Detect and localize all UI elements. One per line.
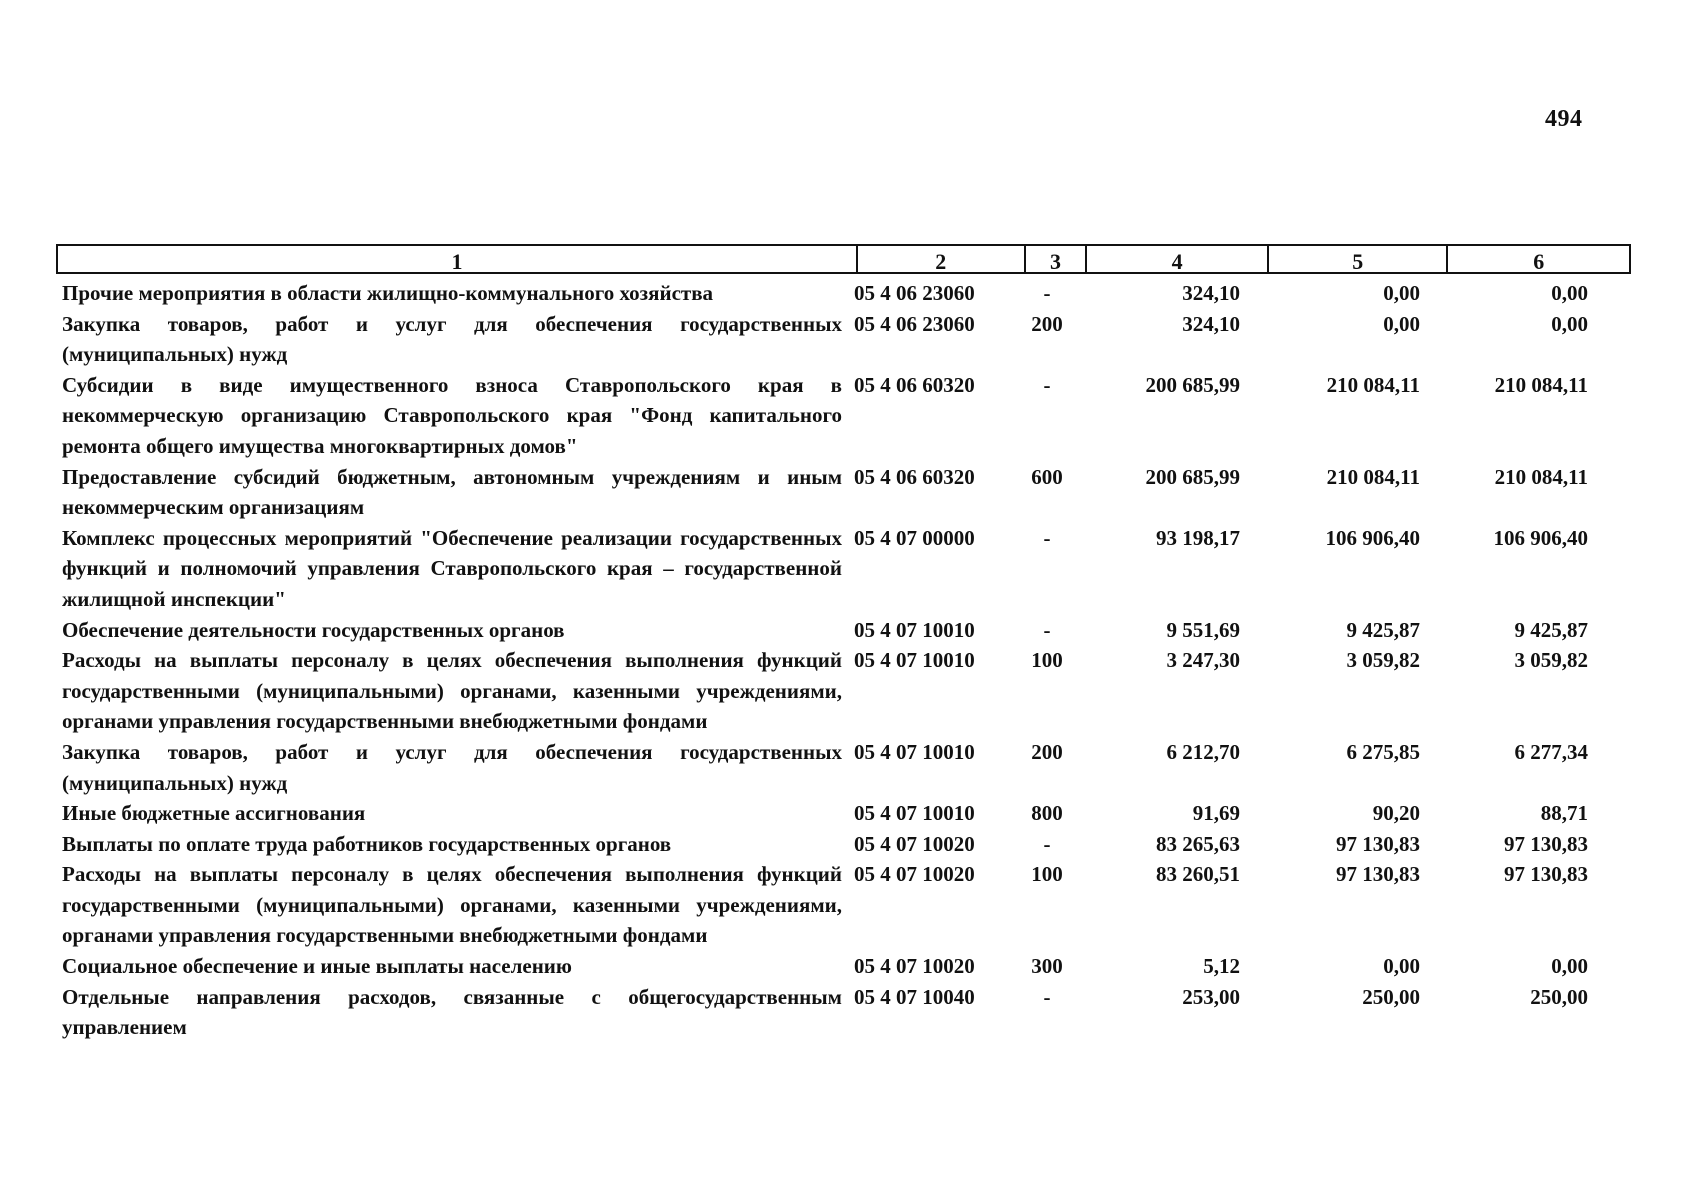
row-value-5: 106 906,40: [1325, 525, 1420, 550]
row-description: Отдельные направления расходов, связанные с общегосударственным управлением: [62, 984, 842, 1040]
row-type: -: [1043, 281, 1051, 305]
row-code: 05 4 06 23060: [854, 281, 975, 305]
row-description: Расходы на выплаты персоналу в целях обеспечения выполнения функций государственными (муниципальными) органами, казенными учреждениями, органами управления государственными внебюджетными фондами: [62, 648, 842, 734]
row-code: 05 4 07 10010: [854, 617, 975, 642]
row-value-6: 210 084,11: [1494, 372, 1588, 397]
row-value-6: 3 059,82: [1514, 648, 1588, 673]
table-row: [62, 278, 1622, 309]
row-value-6: 0,00: [1551, 954, 1588, 979]
row-type: 200: [1031, 311, 1063, 336]
row-value-4: 6 212,70: [1166, 739, 1240, 764]
row-code: 05 4 06 23060: [854, 311, 975, 336]
row-value-6: 97 130,83: [1504, 831, 1588, 856]
row-value-4: 253,00: [1182, 984, 1240, 1009]
table-row: [62, 462, 1622, 523]
header-col-5: 5: [1269, 246, 1449, 272]
row-code: 05 4 07 10020: [854, 831, 975, 856]
row-type: 200: [1031, 739, 1063, 764]
row-value-6: 88,71: [1540, 801, 1588, 826]
row-value-4: 200 685,99: [1145, 464, 1240, 489]
row-value-6: 210 084,11: [1494, 464, 1588, 489]
row-value-5: 0,00: [1383, 311, 1420, 336]
header-col-1: 1: [58, 246, 858, 272]
row-value-6: 250,00: [1530, 984, 1588, 1009]
row-type: -: [1043, 372, 1051, 397]
row-description: Социальное обеспечение и иные выплаты населению: [62, 954, 572, 979]
row-value-4: 324,10: [1182, 311, 1240, 336]
table-row: [62, 982, 1622, 1043]
table-row: [62, 798, 1622, 829]
row-value-6: 0,00: [1551, 311, 1588, 336]
row-description: Субсидии в виде имущественного взноса Ставропольского края в некоммерческую организацию Ставропольского края "Фонд капитального ремонта общего имущества многоквартирных домов": [62, 372, 842, 458]
page-number: 494: [1545, 106, 1583, 132]
row-type: 600: [1031, 464, 1063, 489]
row-type: 300: [1031, 954, 1063, 979]
row-description: Обеспечение деятельности государственных органов: [62, 617, 565, 642]
row-description: Прочие мероприятия в области жилищно-коммунального хозяйства: [62, 281, 714, 305]
row-type: -: [1043, 831, 1051, 856]
row-value-5: 3 059,82: [1346, 648, 1420, 673]
row-code: 05 4 07 10010: [854, 739, 975, 764]
row-code: 05 4 07 10040: [854, 984, 975, 1009]
row-value-6: 0,00: [1551, 281, 1588, 305]
row-description: Предоставление субсидий бюджетным, автономным учреждениям и иным некоммерческим организациям: [62, 464, 842, 520]
header-col-2: 2: [858, 246, 1026, 272]
row-value-5: 210 084,11: [1326, 464, 1420, 489]
row-value-4: 91,69: [1192, 801, 1240, 826]
table-header: [56, 244, 1631, 274]
table-row: [62, 737, 1622, 798]
row-type: -: [1043, 984, 1051, 1009]
row-value-5: 9 425,87: [1346, 617, 1420, 642]
table-row: [62, 615, 1622, 646]
row-value-5: 0,00: [1383, 281, 1420, 305]
row-description: Комплекс процессных мероприятий "Обеспечение реализации государственных функций и полномочий управления Ставропольского края – государственной жилищной инспекции": [62, 525, 842, 611]
row-value-6: 97 130,83: [1504, 862, 1588, 887]
row-value-4: 83 265,63: [1156, 831, 1240, 856]
row-value-6: 9 425,87: [1514, 617, 1588, 642]
row-code: 05 4 07 10010: [854, 648, 975, 673]
table-row: [62, 645, 1622, 737]
row-description: Расходы на выплаты персоналу в целях обеспечения выполнения функций государственными (муниципальными) органами, казенными учреждениями, органами управления государственными внебюджетными фондами: [62, 862, 842, 948]
row-value-4: 200 685,99: [1145, 372, 1240, 397]
table-row: [62, 523, 1622, 615]
row-value-5: 90,20: [1372, 801, 1420, 826]
row-value-4: 5,12: [1203, 954, 1240, 979]
row-value-5: 97 130,83: [1336, 862, 1420, 887]
row-type: -: [1043, 525, 1051, 550]
row-value-4: 93 198,17: [1156, 525, 1240, 550]
row-value-4: 83 260,51: [1156, 862, 1240, 887]
table-row: [62, 859, 1622, 951]
header-col-4: 4: [1087, 246, 1269, 272]
row-value-5: 6 275,85: [1346, 739, 1420, 764]
row-value-5: 97 130,83: [1336, 831, 1420, 856]
row-value-4: 9 551,69: [1166, 617, 1240, 642]
row-type: 100: [1031, 648, 1063, 673]
row-value-4: 3 247,30: [1166, 648, 1240, 673]
row-code: 05 4 06 60320: [854, 464, 975, 489]
row-value-5: 250,00: [1362, 984, 1420, 1009]
table-row: [62, 951, 1622, 982]
table-row: [62, 370, 1622, 462]
row-type: 800: [1031, 801, 1063, 826]
row-value-5: 0,00: [1383, 954, 1420, 979]
row-code: 05 4 07 10010: [854, 801, 975, 826]
table-row: [62, 829, 1622, 860]
row-code: 05 4 06 60320: [854, 372, 975, 397]
table-body: [62, 278, 1622, 1043]
header-col-3: 3: [1026, 246, 1088, 272]
row-code: 05 4 07 10020: [854, 954, 975, 979]
row-code: 05 4 07 10020: [854, 862, 975, 887]
row-value-4: 324,10: [1182, 281, 1240, 305]
row-value-6: 106 906,40: [1493, 525, 1588, 550]
row-code: 05 4 07 00000: [854, 525, 975, 550]
row-value-5: 210 084,11: [1326, 372, 1420, 397]
row-description: Иные бюджетные ассигнования: [62, 801, 366, 826]
table-row: [62, 309, 1622, 370]
row-description: Закупка товаров, работ и услуг для обеспечения государственных (муниципальных) нужд: [62, 311, 842, 367]
row-description: Выплаты по оплате труда работников государственных органов: [62, 831, 672, 856]
row-type: -: [1043, 617, 1051, 642]
row-value-6: 6 277,34: [1514, 739, 1588, 764]
row-description: Закупка товаров, работ и услуг для обеспечения государственных (муниципальных) нужд: [62, 739, 842, 795]
header-col-6: 6: [1533, 249, 1545, 274]
row-type: 100: [1031, 862, 1063, 887]
